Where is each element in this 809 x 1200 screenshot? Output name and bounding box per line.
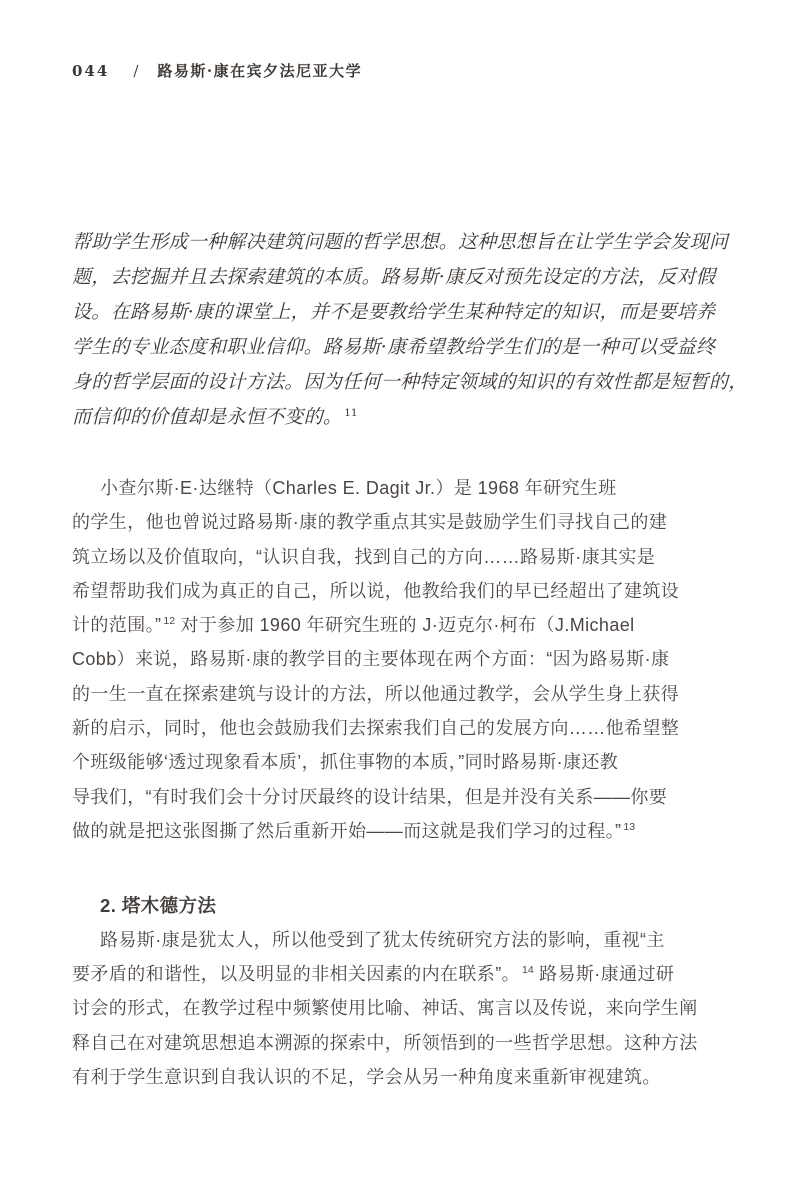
text-segment: 帮助学生形成一种解决建筑问题的哲学思想。这种思想旨在让学生学会发现问 [72,231,729,253]
text-line [72,780,762,814]
running-header [72,60,737,81]
section-heading [72,888,762,923]
body-paragraph [72,471,762,848]
page-number: 044 [72,62,110,80]
footnote-reference: 14 [522,964,534,977]
text-line [72,814,762,848]
text-segment: 筑立场以及价值取向，“认识自我，找到自己的方向……路易斯·康其实是 [72,546,656,567]
text-segment: 要矛盾的和谐性，以及明显的非相关因素的内在联系”。 [72,964,520,985]
chapter-title: 路易斯·康在宾夕法尼亚大学 [157,62,363,80]
text-segment: 而信仰的价值却是永恒不变的。 [72,406,343,428]
text-segment: 个班级能够‘透过现象看本质’，抓住事物的本质，”同时路易斯·康还教 [72,752,619,773]
text-line [72,1026,762,1060]
text-line [72,365,762,400]
text-segment: 题，去挖掘并且去探索建筑的本质。路易斯·康反对预先设定的方法，反对假 [72,266,716,288]
footnote-reference: 12 [163,615,176,628]
text-line [72,642,762,676]
text-line [72,888,762,923]
footnote-reference: 11 [344,406,358,419]
text-line [72,540,762,574]
text-segment: 路易斯·康是犹太人，所以他受到了犹太传统研究方法的影响，重视“主 [100,930,665,950]
text-segment: 设。在路易斯·康的课堂上，并不是要教给学生某种特定的知识，而是要培养 [72,301,716,323]
text-segment: 讨会的形式，在教学过程中频繁使用比喻、神话、寓言以及传说，来向学生阐 [72,998,698,1019]
header-separator: / [133,62,140,80]
text-segment: 释自己在对建筑思想追本溯源的探索中，所领悟到的一些哲学思想。这种方法 [72,1032,698,1053]
text-line [72,745,762,779]
text-segment: 对于参加 1960 年研究生班的 J·迈克尔·柯布（J.Michael [175,615,635,636]
text-segment: 导我们，“有时我们会十分讨厌最终的设计结果，但是并没有关系——你要 [72,786,668,807]
text-segment: 计的范围。” [72,615,162,636]
footnote-reference: 13 [623,820,636,833]
text-line [72,608,762,642]
text-segment: 学生的专业态度和职业信仰。路易斯·康希望教给学生们的是一种可以受益终 [72,336,716,358]
quoted-paragraph [72,225,762,435]
text-segment: 路易斯·康通过研 [533,964,675,985]
text-segment: 有利于学生意识到自我认识的不足，学会从另一种角度来重新审视建筑。 [72,1066,661,1087]
text-line [72,225,762,260]
text-segment: 身的哲学层面的设计方法。因为任何一种特定领域的知识的有效性都是短暂的， [72,371,748,393]
text-line [72,1060,762,1094]
text-segment: 的一生一直在探索建筑与设计的方法，所以他通过教学，会从学生身上获得 [72,683,680,704]
text-line [72,957,762,991]
text-segment: 的学生，他也曾说过路易斯·康的教学重点其实是鼓励学生们寻找自己的建 [72,512,668,533]
body-paragraph [72,923,762,1094]
text-segment: Cobb）来说，路易斯·康的教学目的主要体现在两个方面：“因为路易斯·康 [72,649,670,670]
text-line [72,711,762,745]
text-line [72,400,762,435]
text-line [72,471,762,505]
text-segment: 小查尔斯·E·达继特（Charles E. Dagit Jr.）是 1968 年研究生班 [100,478,617,498]
text-line [72,991,762,1025]
text-line [72,574,762,608]
text-line [72,677,762,711]
text-segment: 希望帮助我们成为真正的自己，所以说，他教给我们的早已经超出了建筑设 [72,580,680,601]
text-segment: 做的就是把这张图撕了然后重新开始——而这就是我们学习的过程。” [72,820,622,841]
text-line [72,295,762,330]
text-segment: 新的启示，同时，他也会鼓励我们去探索我们自己的发展方向……他希望整 [72,718,680,739]
text-segment: 2. 塔木德方法 [100,895,217,916]
text-line [72,923,762,957]
text-line [72,505,762,539]
text-line [72,260,762,295]
text-line [72,330,762,365]
